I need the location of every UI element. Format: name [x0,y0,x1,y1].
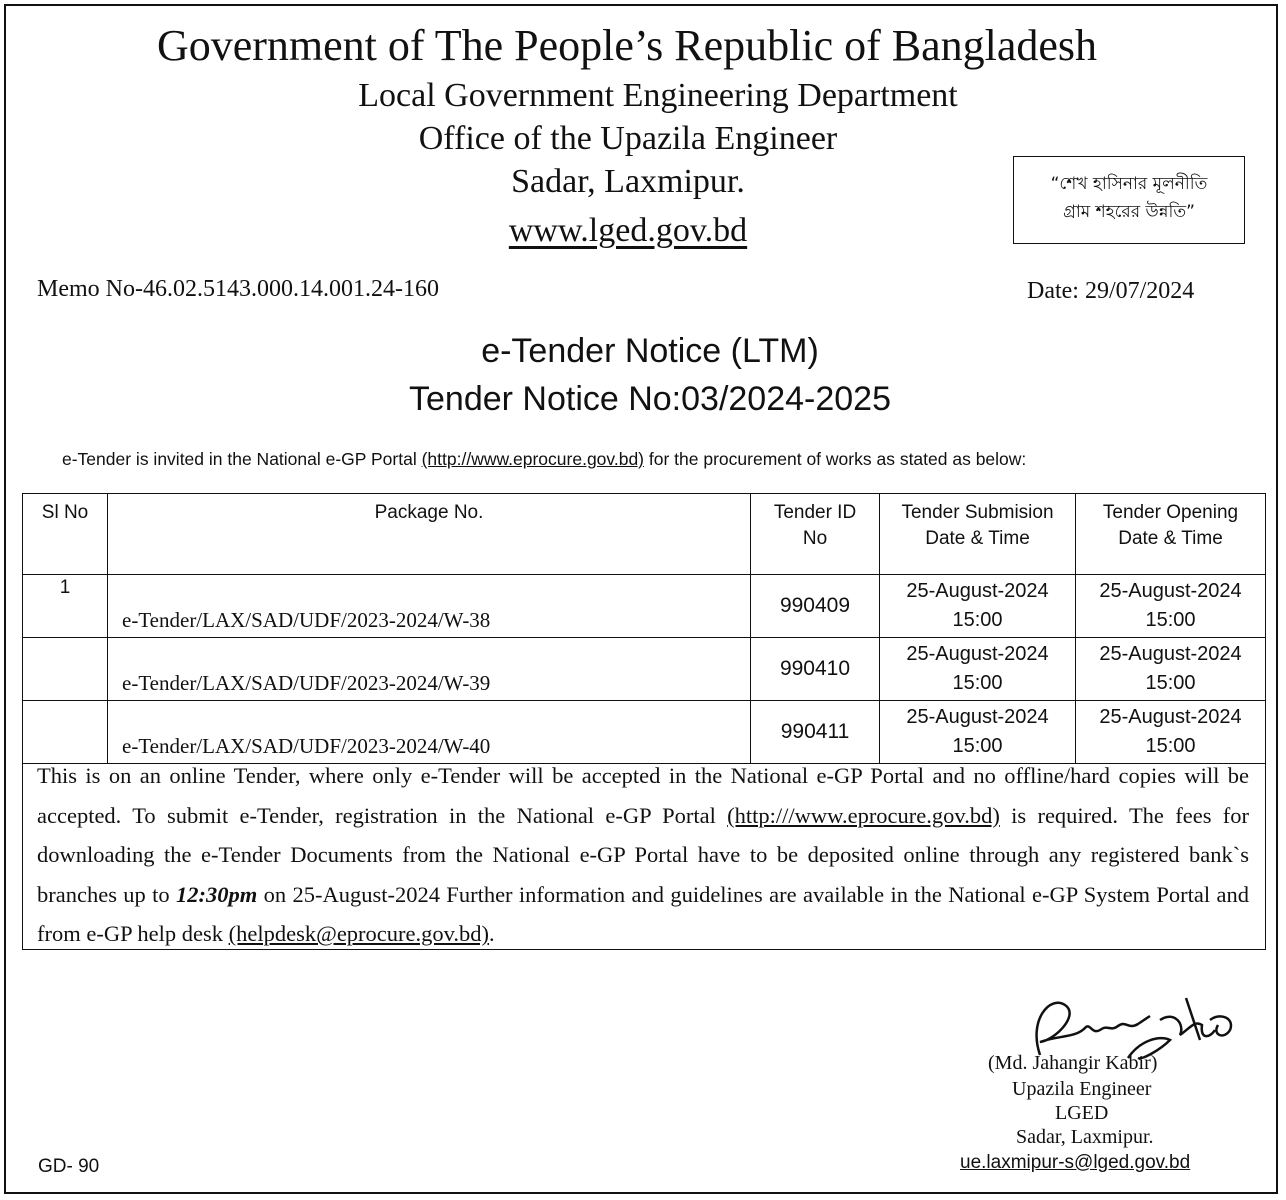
row-submission-time: 15:00 [952,609,1003,631]
row-opening-time: 15:00 [1145,672,1196,694]
intro-after: for the procurement of works as stated as below: [644,449,1027,469]
header-tender-id [751,494,880,575]
row-tender-id: 990411 [751,701,880,764]
tender-table [22,493,1266,764]
row-package: e-Tender/LAX/SAD/UDF/2023-2024/W-39 [108,638,751,701]
header-submission-line1: Tender Submision [901,502,1054,523]
row-tender-id: 990409 [751,575,880,638]
office-heading: Office of the Upazila Engineer [418,120,838,157]
note-part-4: . [489,921,495,946]
website-link[interactable]: www.lged.gov.bd [508,212,748,249]
table-header-row [23,494,1266,575]
row-sl [23,638,108,701]
signatory-name: (Md. Jahangir Kabir) [988,1052,1158,1074]
row-sl: 1 [23,575,108,638]
intro-text [62,449,1026,470]
header-tender-id-line2: No [802,528,828,549]
signatory-organization: LGED [1055,1102,1109,1124]
row-opening-date: 25-August-2024 [1099,706,1242,728]
header-tender-id-line1: Tender ID [773,502,857,523]
row-tender-id: 990410 [751,638,880,701]
row-package: e-Tender/LAX/SAD/UDF/2023-2024/W-40 [108,701,751,764]
signatory-email[interactable]: ue.laxmipur-s@lged.gov.bd [960,1152,1191,1173]
slogan-line-1: “শেখ হাসিনার মূলনীতি [1050,174,1208,194]
note-part-1: This is on an online Tender, where only e-Tender will be accepted in the National e-GP Portal and no offline/hard copies will be accepted. To submit e-Tender, registration in the National e-GP Portal [37,763,1249,828]
header-submission-line2: Date & Time [925,528,1030,549]
signatory-title: Upazila Engineer [1012,1078,1152,1100]
department-heading: Local Government Engineering Department [358,77,958,114]
row-submission-date: 25-August-2024 [906,643,1049,665]
notice-title: e-Tender Notice (LTM) [481,332,819,370]
deadline-time: 12:30pm [176,881,258,907]
row-opening-date: 25-August-2024 [1099,580,1242,602]
tender-instructions [22,748,1266,950]
notice-date: Date: 29/07/2024 [1027,278,1195,304]
table-row [23,575,1266,638]
tender-notice-number: Tender Notice No:03/2024-2025 [409,380,891,418]
row-opening-time: 15:00 [1145,609,1196,631]
intro-before: e-Tender is invited in the National e-GP Portal [62,449,422,469]
header-sl: Sl No [23,494,108,575]
row-submission-date: 25-August-2024 [906,706,1049,728]
row-opening-date: 25-August-2024 [1099,643,1242,665]
row-submission-time: 15:00 [952,672,1003,694]
slogan-box [1013,156,1245,244]
memo-number: Memo No-46.02.5143.000.14.001.24-160 [37,276,439,302]
footer-code: GD- 90 [38,1156,100,1177]
portal-link[interactable]: (http://www.eprocure.gov.bd) [421,449,645,469]
row-opening [1076,638,1266,701]
row-opening-time: 15:00 [1145,735,1196,757]
row-submission [880,575,1076,638]
note-part-2: is required. The fees for downloading the e-Tender Documents from the National e-GP Portal have to be deposited online through any registered bank`s branches up to [37,802,1250,907]
table-row [23,638,1266,701]
helpdesk-email-link[interactable]: (helpdesk@eprocure.gov.bd) [228,921,490,946]
slogan-line-2: গ্রাম শহরের উন্নতি” [1063,202,1195,222]
note-part-3: on 25-August-2024 Further information and guidelines are available in the National e-GP System Portal and from e-GP help desk [37,881,1249,946]
government-heading: Government of The People’s Republic of Bangladesh [156,21,1098,70]
row-submission [880,638,1076,701]
header-opening [1076,494,1266,575]
location-heading: Sadar, Laxmipur. [511,163,745,200]
row-opening [1076,575,1266,638]
header-opening-line2: Date & Time [1118,528,1223,549]
header-opening-line1: Tender Opening [1102,502,1239,523]
header-submission [880,494,1076,575]
eprocure-link[interactable]: (http:///www.eprocure.gov.bd) [727,802,1000,828]
row-package: e-Tender/LAX/SAD/UDF/2023-2024/W-38 [108,575,751,638]
header-package: Package No. [108,494,751,575]
row-submission-date: 25-August-2024 [906,580,1049,602]
row-submission-time: 15:00 [952,735,1003,757]
signatory-place: Sadar, Laxmipur. [1016,1126,1154,1148]
